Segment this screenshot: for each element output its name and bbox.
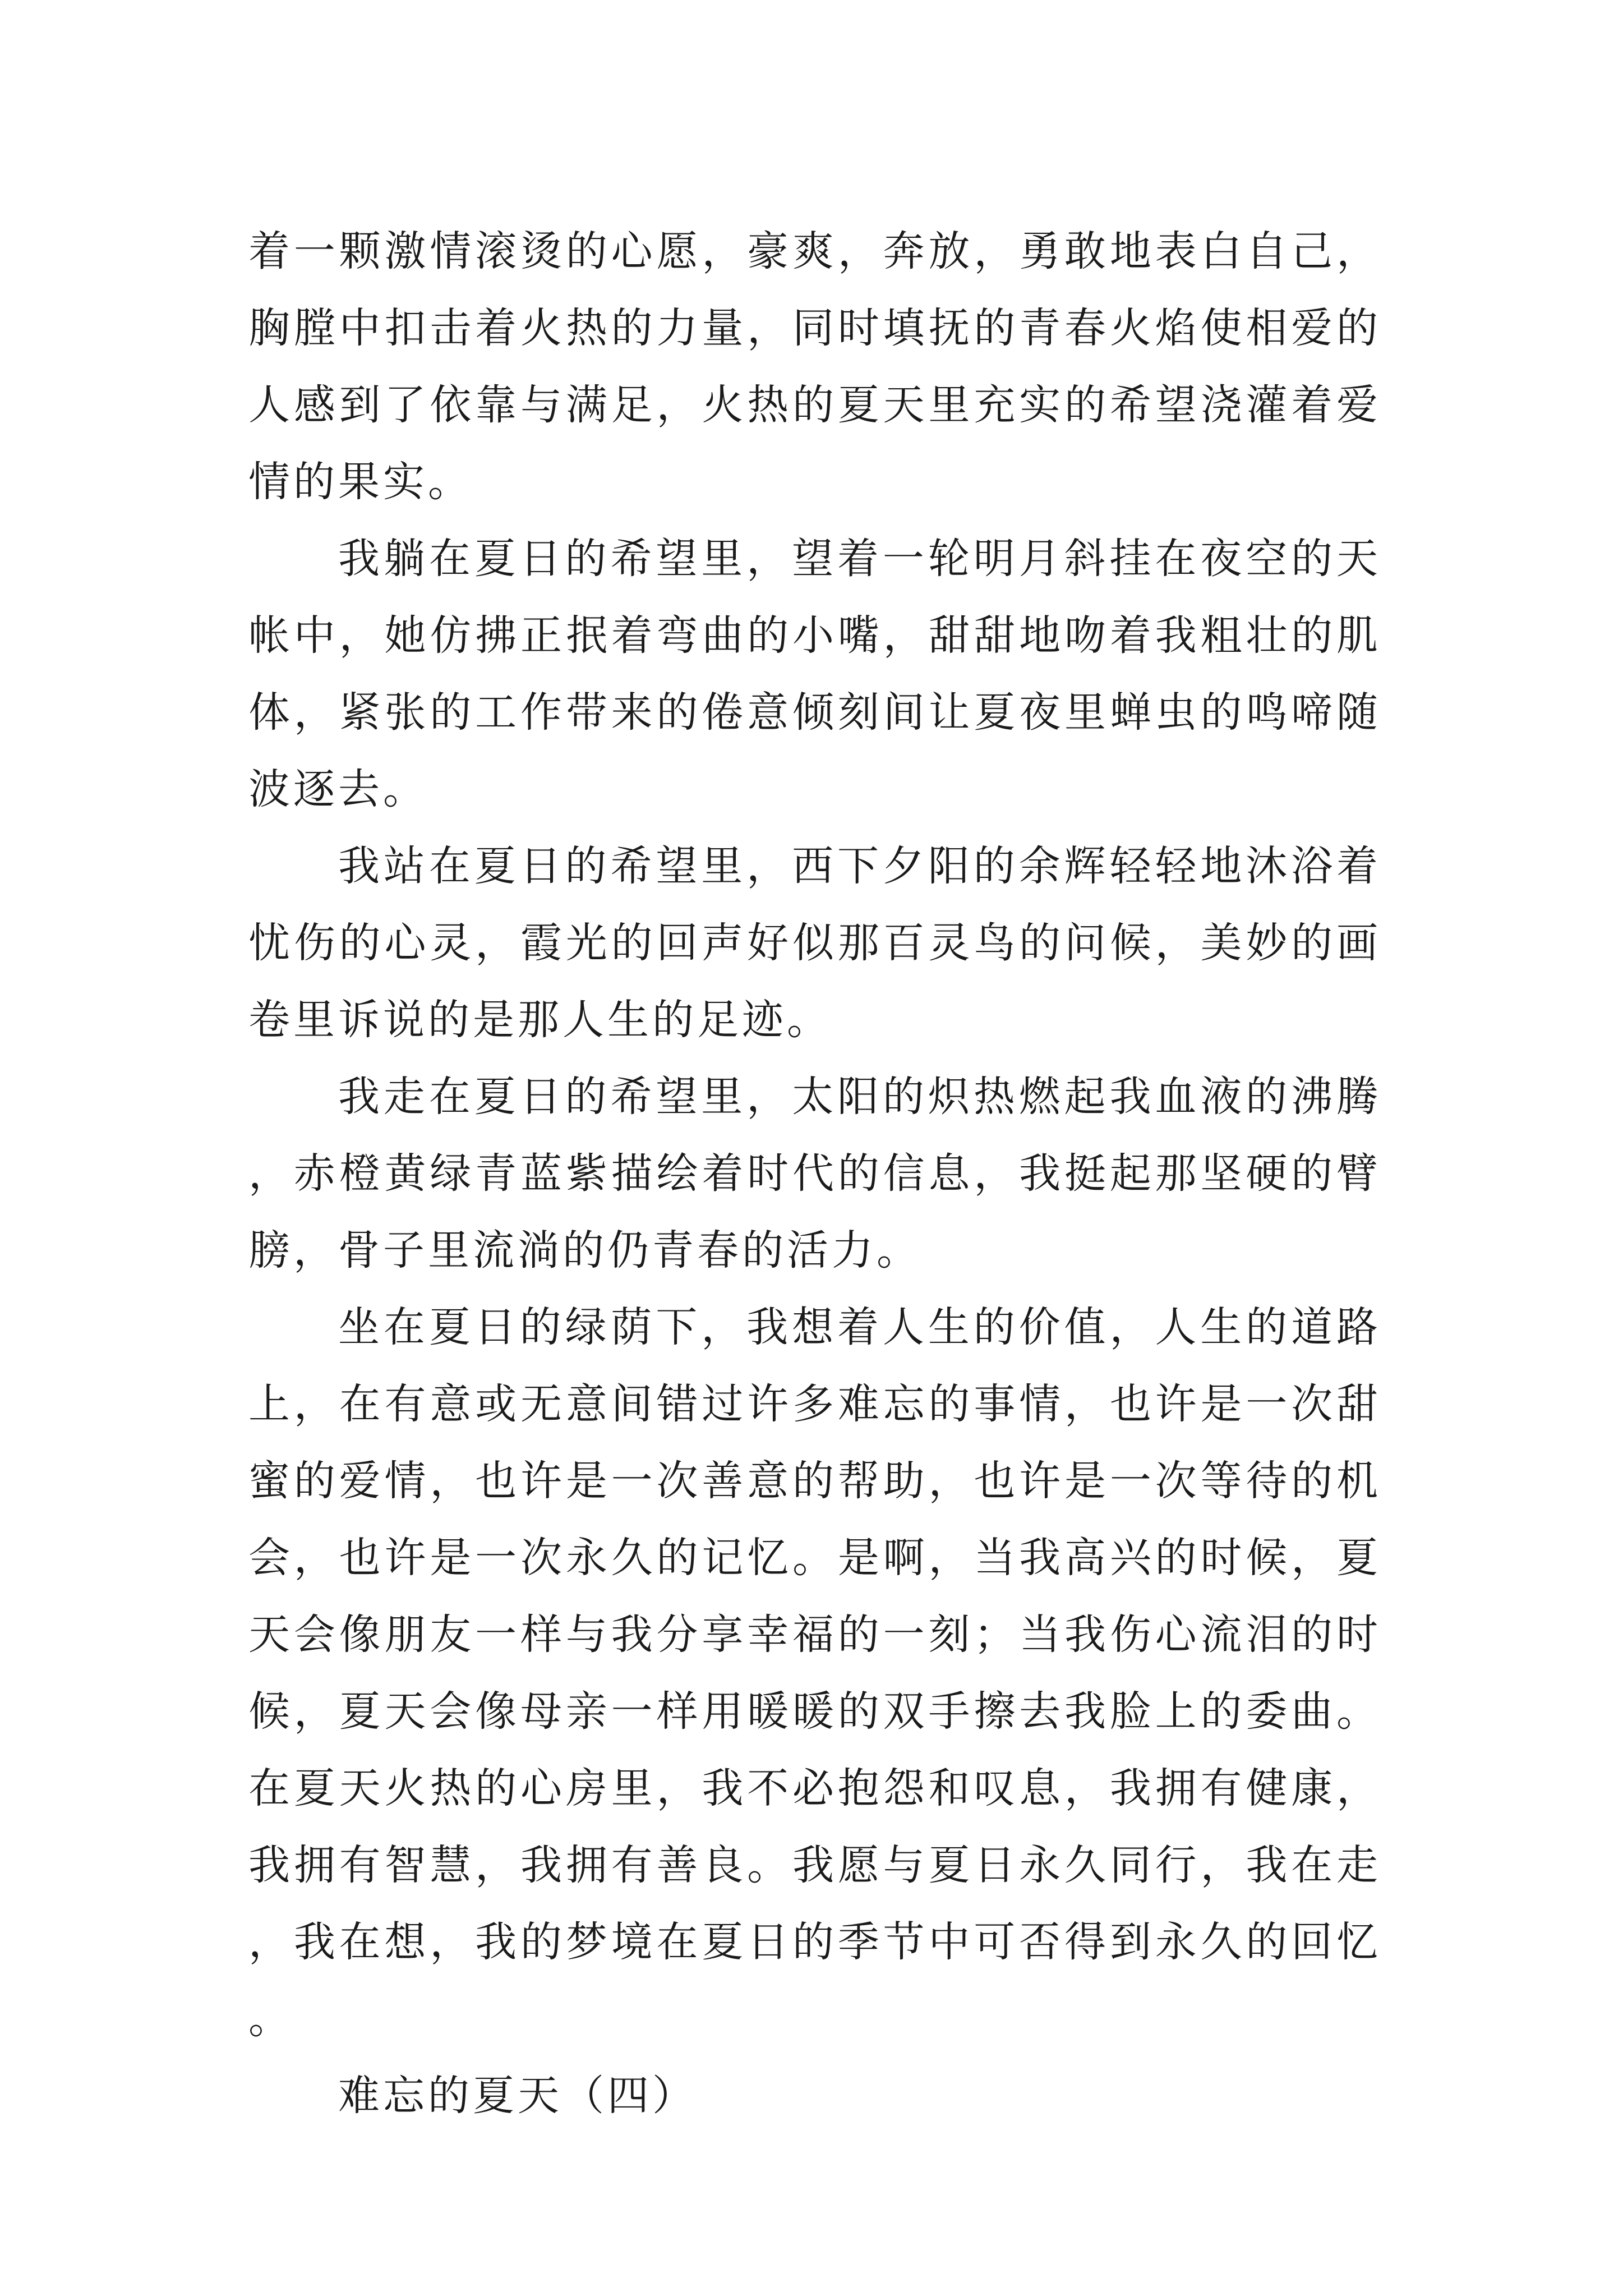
paragraph-sitting: 坐在夏日的绿荫下，我想着人生的价值，人生的道路上，在有意或无意间错过许多难忘的事情，也许是一次甜蜜的爱情，也许是一次善意的帮助，也许是一次等待的机会，也许是一次永久的记忆。是啊，当我高兴的时候，夏天会像朋友一样与我分享幸福的一刻；当我伤心流泪的时候，夏天会像母亲一样用暖暖的双手擦去我脸上的委曲。在夏天火热的心房里，我不必抱怨和叹息，我拥有健康，我拥有智慧，我拥有善良。我愿与夏日永久同行，我在走，我在想，我的梦境在夏日的季节中可否得到永久的回忆。 (248, 1303, 1381, 2043)
section-heading: 难忘的夏天（四） (338, 2072, 697, 2120)
paragraph-lying: 我躺在夏日的希望里，望着一轮明月斜挂在夜空的天帐中，她仿拂正抿着弯曲的小嘴，甜甜地吻着我粗壮的肌体，紧张的工作带来的倦意倾刻间让夏夜里蝉虫的鸣啼随波逐去。 (248, 535, 1381, 813)
paragraph-standing: 我站在夏日的希望里，西下夕阳的余辉轻轻地沐浴着忧伤的心灵，霞光的回声好似那百灵鸟的问候，美妙的画卷里诉说的是那人生的足迹。 (248, 842, 1381, 1044)
paragraph-walking: 我走在夏日的希望里，太阳的炽热燃起我血液的沸腾，赤橙黄绿青蓝紫描绘着时代的信息，我挺起那坚硬的臂膀，骨子里流淌的仍青春的活力。 (248, 1073, 1381, 1274)
paragraph-continued: 着一颗激情滚烫的心愿，豪爽，奔放，勇敢地表白自己，胸膛中扣击着火热的力量，同时填抚的青春火焰使相爱的人感到了依靠与满足，火热的夏天里充实的希望浇灌着爱情的果实。 (248, 227, 1381, 506)
document-body (248, 213, 1381, 2134)
